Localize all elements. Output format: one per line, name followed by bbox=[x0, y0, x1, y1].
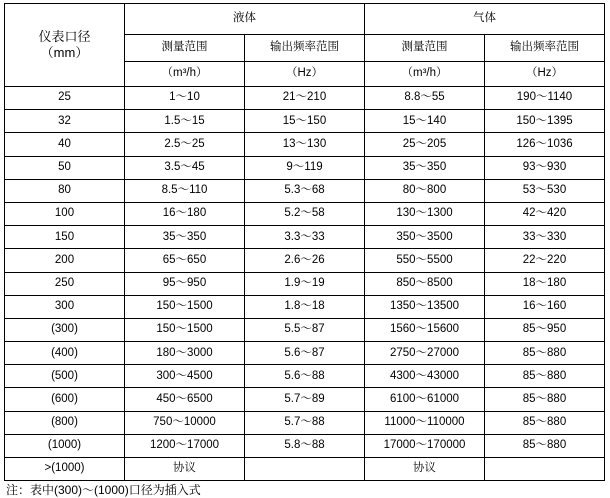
subheader-gas-frequency: 输出频率范围 bbox=[485, 35, 605, 62]
cell-liquid-range: 750～10000 bbox=[125, 411, 245, 434]
cell-diameter: 40 bbox=[5, 133, 125, 156]
cell-diameter: 50 bbox=[5, 156, 125, 179]
cell-gas-range: 850～8500 bbox=[365, 272, 485, 295]
cell-liquid-range: 450～6500 bbox=[125, 388, 245, 411]
cell-liquid-range: 协议 bbox=[125, 458, 245, 481]
cell-diameter: (400) bbox=[5, 342, 125, 365]
cell-gas-range: 2750～27000 bbox=[365, 342, 485, 365]
cell-diameter: 200 bbox=[5, 249, 125, 272]
table-row bbox=[5, 179, 605, 202]
cell-diameter: (500) bbox=[5, 365, 125, 388]
table-header-group-row bbox=[5, 4, 605, 35]
cell-liquid-range: 180～3000 bbox=[125, 342, 245, 365]
cell-gas-frequency: 93～930 bbox=[485, 156, 605, 179]
cell-liquid-frequency: 15～150 bbox=[245, 110, 365, 133]
cell-gas-frequency: 85～880 bbox=[485, 411, 605, 434]
cell-gas-frequency: 33～330 bbox=[485, 226, 605, 249]
cell-liquid-frequency: 5.7～89 bbox=[245, 388, 365, 411]
cell-liquid-frequency: 5.3～68 bbox=[245, 179, 365, 202]
table-row bbox=[5, 202, 605, 225]
table-row bbox=[5, 249, 605, 272]
cell-gas-range: 11000～110000 bbox=[365, 411, 485, 434]
cell-diameter: 100 bbox=[5, 202, 125, 225]
cell-gas-range: 1350～13500 bbox=[365, 295, 485, 318]
table-row bbox=[5, 272, 605, 295]
cell-gas-range: 1560～15600 bbox=[365, 318, 485, 341]
table-row bbox=[5, 110, 605, 133]
table-row bbox=[5, 156, 605, 179]
cell-gas-range: 6100～61000 bbox=[365, 388, 485, 411]
cell-liquid-range: 1～10 bbox=[125, 87, 245, 110]
cell-diameter: (1000) bbox=[5, 434, 125, 457]
table-row bbox=[5, 342, 605, 365]
subheader-liquid-frequency: 输出频率范围 bbox=[245, 35, 365, 62]
table-row bbox=[5, 87, 605, 110]
cell-gas-range: 25～205 bbox=[365, 133, 485, 156]
cell-gas-frequency: 85～880 bbox=[485, 434, 605, 457]
cell-diameter: (300) bbox=[5, 318, 125, 341]
cell-liquid-frequency: 9～119 bbox=[245, 156, 365, 179]
diameter-header-title: 仪表口径 bbox=[38, 29, 91, 45]
diameter-header-cell bbox=[5, 4, 125, 87]
cell-liquid-range: 150～1500 bbox=[125, 318, 245, 341]
cell-gas-frequency: 190～1140 bbox=[485, 87, 605, 110]
cell-liquid-frequency: 1.8～18 bbox=[245, 295, 365, 318]
cell-liquid-frequency: 5.8～88 bbox=[245, 434, 365, 457]
group-header-liquid: 液体 bbox=[125, 4, 365, 35]
cell-gas-range: 15～140 bbox=[365, 110, 485, 133]
cell-gas-range: 协议 bbox=[365, 458, 485, 481]
cell-diameter: 25 bbox=[5, 87, 125, 110]
cell-liquid-range: 300～4500 bbox=[125, 365, 245, 388]
cell-liquid-frequency: 5.7～88 bbox=[245, 411, 365, 434]
cell-gas-frequency: 42～420 bbox=[485, 202, 605, 225]
cell-liquid-range: 16～180 bbox=[125, 202, 245, 225]
table-row bbox=[5, 226, 605, 249]
cell-diameter: 250 bbox=[5, 272, 125, 295]
table-row bbox=[5, 411, 605, 434]
cell-liquid-range: 65～650 bbox=[125, 249, 245, 272]
cell-diameter: >(1000) bbox=[5, 458, 125, 481]
cell-gas-frequency: 85～880 bbox=[485, 388, 605, 411]
table-footnote: 注：表中(300)～(1000)口径为插入式 bbox=[6, 483, 201, 498]
cell-gas-range: 350～3500 bbox=[365, 226, 485, 249]
subheader-liquid-range: 测量范围 bbox=[125, 35, 245, 62]
cell-liquid-range: 150～1500 bbox=[125, 295, 245, 318]
cell-gas-frequency: 85～950 bbox=[485, 318, 605, 341]
cell-liquid-range: 1.5～15 bbox=[125, 110, 245, 133]
unit-gas-range: （m³/h） bbox=[365, 62, 485, 87]
cell-liquid-range: 1200～17000 bbox=[125, 434, 245, 457]
cell-liquid-range: 8.5～110 bbox=[125, 179, 245, 202]
cell-liquid-frequency: 1.9～19 bbox=[245, 272, 365, 295]
flowmeter-spec-table bbox=[4, 3, 605, 481]
table-row bbox=[5, 133, 605, 156]
cell-liquid-frequency: 5.2～58 bbox=[245, 202, 365, 225]
cell-liquid-frequency: 13～130 bbox=[245, 133, 365, 156]
table-row bbox=[5, 318, 605, 341]
cell-liquid-frequency: 2.6～26 bbox=[245, 249, 365, 272]
cell-gas-frequency: 126～1036 bbox=[485, 133, 605, 156]
unit-liquid-range: （m³/h） bbox=[125, 62, 245, 87]
cell-gas-frequency: 16～160 bbox=[485, 295, 605, 318]
cell-liquid-range: 2.5～25 bbox=[125, 133, 245, 156]
cell-liquid-range: 3.5～45 bbox=[125, 156, 245, 179]
cell-diameter: (600) bbox=[5, 388, 125, 411]
cell-diameter: 300 bbox=[5, 295, 125, 318]
subheader-gas-range: 测量范围 bbox=[365, 35, 485, 62]
cell-liquid-frequency: 5.6～87 bbox=[245, 342, 365, 365]
cell-gas-range: 80～800 bbox=[365, 179, 485, 202]
cell-liquid-range: 95～950 bbox=[125, 272, 245, 295]
unit-liquid-frequency: （Hz） bbox=[245, 62, 365, 87]
cell-gas-frequency: 18～180 bbox=[485, 272, 605, 295]
cell-diameter: 150 bbox=[5, 226, 125, 249]
cell-gas-frequency: 85～880 bbox=[485, 342, 605, 365]
unit-gas-frequency: （Hz） bbox=[485, 62, 605, 87]
table-row bbox=[5, 434, 605, 457]
cell-gas-range: 8.8～55 bbox=[365, 87, 485, 110]
cell-liquid-frequency: 5.5～87 bbox=[245, 318, 365, 341]
table-row bbox=[5, 295, 605, 318]
cell-gas-range: 17000～170000 bbox=[365, 434, 485, 457]
cell-gas-frequency: 22～220 bbox=[485, 249, 605, 272]
cell-gas-frequency: 53～530 bbox=[485, 179, 605, 202]
cell-liquid-range: 35～350 bbox=[125, 226, 245, 249]
cell-diameter: 80 bbox=[5, 179, 125, 202]
table-row bbox=[5, 365, 605, 388]
cell-diameter: (800) bbox=[5, 411, 125, 434]
cell-liquid-frequency: 21～210 bbox=[245, 87, 365, 110]
table-row bbox=[5, 388, 605, 411]
cell-gas-range: 35～350 bbox=[365, 156, 485, 179]
cell-gas-frequency bbox=[485, 458, 605, 481]
table-row bbox=[5, 458, 605, 481]
cell-liquid-frequency: 5.6～88 bbox=[245, 365, 365, 388]
cell-gas-range: 4300～43000 bbox=[365, 365, 485, 388]
cell-gas-range: 130～1300 bbox=[365, 202, 485, 225]
cell-gas-range: 550～5500 bbox=[365, 249, 485, 272]
cell-liquid-frequency: 3.3～33 bbox=[245, 226, 365, 249]
diameter-header-unit: （mm） bbox=[40, 45, 89, 60]
cell-gas-frequency: 150～1395 bbox=[485, 110, 605, 133]
cell-gas-frequency: 85～880 bbox=[485, 365, 605, 388]
group-header-gas: 气体 bbox=[365, 4, 605, 35]
cell-diameter: 32 bbox=[5, 110, 125, 133]
cell-liquid-frequency bbox=[245, 458, 365, 481]
